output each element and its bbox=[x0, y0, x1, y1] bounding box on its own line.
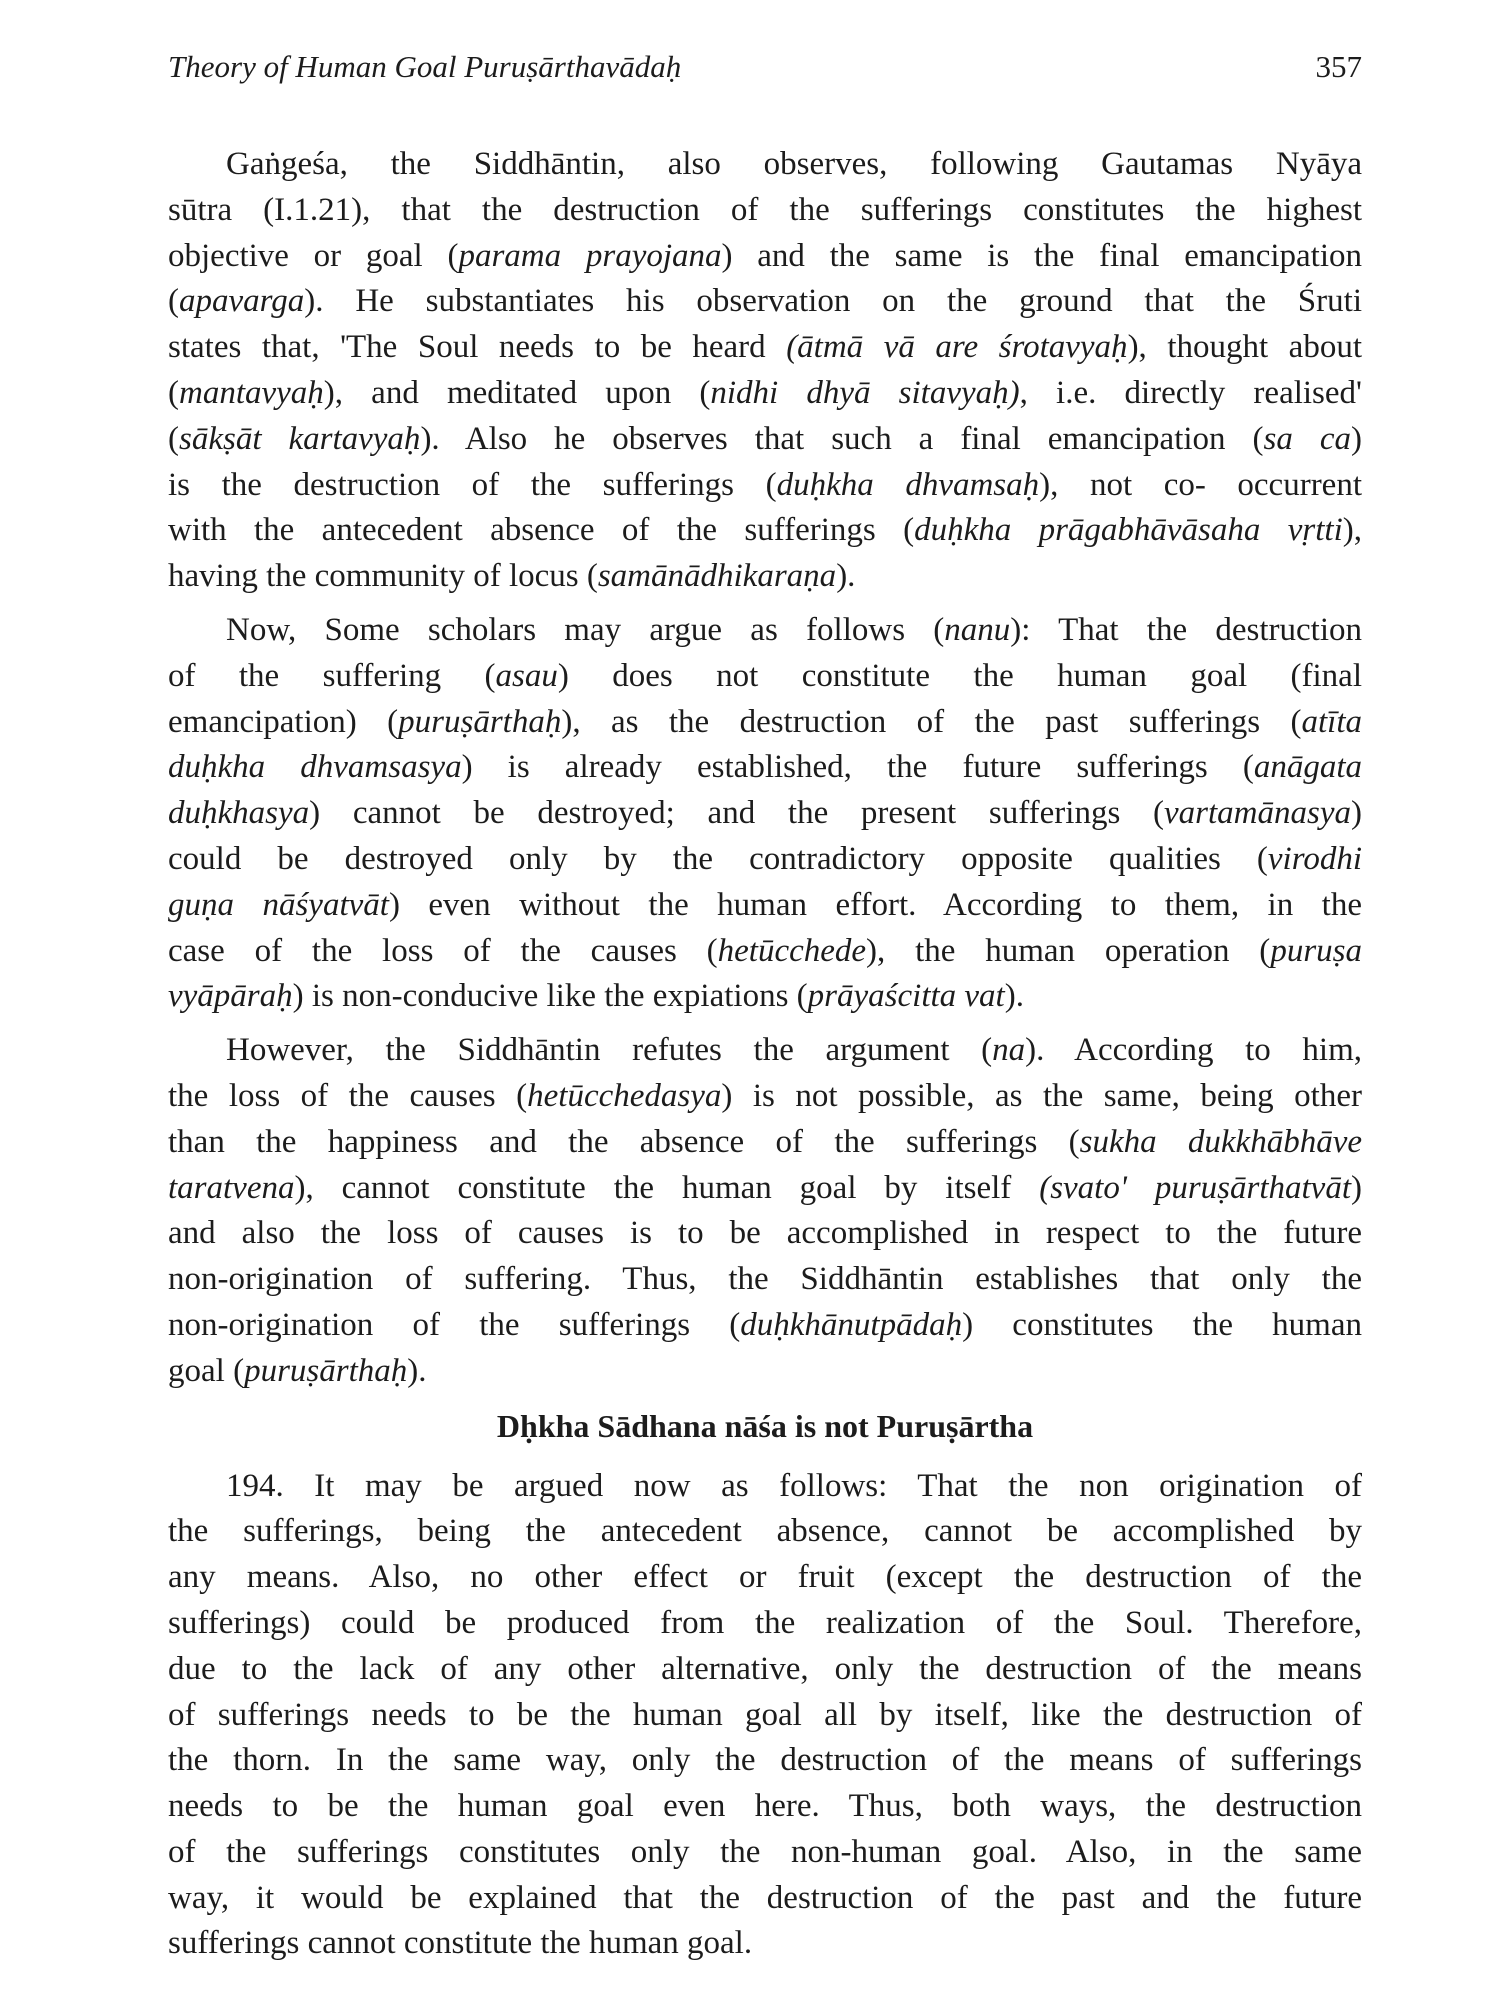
text-line: sufferings) could be produced from the realization of the Soul. Therefore, bbox=[168, 1604, 1362, 1641]
text-line: emancipation) (puruṣārthaḥ), as the destruction of the past sufferings (atīta bbox=[168, 703, 1362, 740]
sanskrit-term: parama prayojana bbox=[458, 237, 722, 274]
sanskrit-term: duḥkhasya bbox=[168, 795, 310, 832]
body-text bbox=[168, 142, 1362, 1967]
paragraph bbox=[168, 608, 1362, 1020]
text-line: 194. It may be argued now as follows: That the non origination of bbox=[226, 1467, 1362, 1504]
paragraph bbox=[168, 1028, 1362, 1394]
text-line: of the suffering (asau) does not constitute the human goal (final bbox=[168, 657, 1362, 694]
paragraph bbox=[168, 142, 1362, 600]
text-line: having the community of locus (samānādhikaraṇa). bbox=[168, 558, 856, 595]
sanskrit-term: nanu bbox=[944, 611, 1011, 648]
text-line: the thorn. In the same way, only the destruction of the means of sufferings bbox=[168, 1742, 1362, 1779]
text-line: (apavarga). He substantiates his observation on the ground that the Śruti bbox=[168, 283, 1362, 320]
sanskrit-term: asau bbox=[495, 657, 558, 694]
text-line: Now, Some scholars may argue as follows (nanu): That the destruction bbox=[226, 611, 1362, 648]
paragraph bbox=[168, 1464, 1362, 1968]
sanskrit-term: duḥkha dhvamsaḥ bbox=[776, 466, 1040, 503]
text-line: due to the lack of any other alternative, only the destruction of the means bbox=[168, 1650, 1362, 1687]
sanskrit-term: (ātmā vā are śrotavyaḥ bbox=[786, 329, 1128, 366]
text-line: needs to be the human goal even here. Thus, both ways, the destruction bbox=[168, 1788, 1362, 1825]
text-line: However, the Siddhāntin refutes the argument (na). According to him, bbox=[226, 1032, 1362, 1069]
sanskrit-term: (svato' puruṣārthatvāt bbox=[1039, 1169, 1351, 1206]
sanskrit-term: hetūcchede bbox=[717, 932, 867, 969]
sanskrit-term: vyāpāraḥ bbox=[168, 978, 293, 1015]
text-line: Gaṅgeśa, the Siddhāntin, also observes, following Gautamas Nyāya bbox=[226, 146, 1362, 182]
text-line: (mantavyaḥ), and meditated upon (nidhi dhyā sitavyaḥ), i.e. directly realised' bbox=[168, 374, 1362, 411]
book-page bbox=[168, 44, 1362, 1975]
text-line: duḥkha dhvamsasya) is already established, the future sufferings (anāgata bbox=[168, 749, 1362, 786]
sanskrit-term: sākṣāt kartavyaḥ bbox=[179, 420, 421, 457]
text-line: case of the loss of the causes (hetūcchede), the human operation (puruṣa bbox=[168, 932, 1362, 969]
sanskrit-term: puruṣārthaḥ bbox=[244, 1352, 408, 1389]
sanskrit-term: taratvena bbox=[168, 1169, 295, 1206]
sanskrit-term: atīta bbox=[1301, 703, 1362, 740]
text-line: sūtra (I.1.21), that the destruction of the sufferings constitutes the highest bbox=[168, 191, 1362, 228]
sanskrit-term: virodhi bbox=[1267, 840, 1362, 877]
text-line: of the sufferings constitutes only the non-human goal. Also, in the same bbox=[168, 1833, 1362, 1870]
text-line: the loss of the causes (hetūcchedasya) is not possible, as the same, being other bbox=[168, 1077, 1362, 1114]
sanskrit-term: vartamānasya bbox=[1164, 795, 1351, 832]
text-line: and also the loss of causes is to be accomplished in respect to the future bbox=[168, 1215, 1362, 1252]
sanskrit-term: apavarga bbox=[179, 283, 305, 320]
text-line: the sufferings, being the antecedent absence, cannot be accomplished by bbox=[168, 1513, 1362, 1550]
section-heading: Dḥkha Sādhana nāśa is not Puruṣārtha bbox=[496, 1407, 1034, 1444]
sanskrit-term: guṇa nāśyatvāt bbox=[168, 886, 389, 923]
text-line: non-origination of the sufferings (duḥkhānutpādaḥ) constitutes the human bbox=[168, 1306, 1362, 1343]
sanskrit-term: sa ca bbox=[1263, 420, 1351, 457]
text-line: objective or goal (parama prayojana) and the same is the final emancipation bbox=[168, 237, 1362, 274]
text-line: than the happiness and the absence of the sufferings (sukha dukkhābhāve bbox=[168, 1123, 1362, 1160]
text-line: sufferings cannot constitute the human goal. bbox=[168, 1925, 753, 1962]
page-header bbox=[168, 44, 1362, 90]
text-line: is the destruction of the sufferings (duḥkha dhvamsaḥ), not co- occurrent bbox=[168, 466, 1363, 503]
text-line: vyāpāraḥ) is non-conducive like the expiations (prāyaścitta vat). bbox=[168, 978, 1024, 1015]
sanskrit-term: duḥkhānutpādaḥ bbox=[740, 1306, 963, 1343]
text-line: with the antecedent absence of the sufferings (duḥkha prāgabhāvāsaha vṛtti), bbox=[168, 512, 1362, 549]
text-line: could be destroyed only by the contradictory opposite qualities (virodhi bbox=[168, 840, 1362, 877]
sanskrit-term: prāyaścitta vat bbox=[807, 978, 1005, 1015]
sanskrit-term: duḥkha dhvamsasya bbox=[168, 749, 462, 786]
text-line: non-origination of suffering. Thus, the Siddhāntin establishes that only the bbox=[168, 1261, 1362, 1298]
sanskrit-term: samānādhikaraṇa bbox=[597, 558, 837, 595]
text-line: (sākṣāt kartavyaḥ). Also he observes that such a final emancipation (sa ca) bbox=[168, 420, 1362, 457]
text-line: any means. Also, no other effect or fruit (except the destruction of the bbox=[168, 1559, 1362, 1596]
sanskrit-term: puruṣārthaḥ bbox=[398, 703, 562, 740]
text-line: duḥkhasya) cannot be destroyed; and the present sufferings (vartamānasya) bbox=[168, 795, 1362, 832]
sanskrit-term: sukha dukkhābhāve bbox=[1079, 1123, 1362, 1160]
sanskrit-term: duḥkha prāgabhāvāsaha vṛtti bbox=[914, 512, 1343, 549]
sanskrit-term: nidhi dhyā sitavyaḥ) bbox=[710, 374, 1020, 411]
text-line: taratvena), cannot constitute the human goal by itself (svato' puruṣārthatvāt) bbox=[168, 1169, 1362, 1206]
text-line: of sufferings needs to be the human goal all by itself, like the destruction of bbox=[168, 1696, 1362, 1733]
text-line: way, it would be explained that the destruction of the past and the future bbox=[168, 1879, 1362, 1916]
sanskrit-term: na bbox=[992, 1032, 1026, 1069]
sanskrit-term: hetūcchedasya bbox=[527, 1077, 722, 1114]
sanskrit-term: anāgata bbox=[1253, 749, 1362, 786]
sanskrit-term: mantavyaḥ bbox=[179, 374, 324, 411]
text-line: goal (puruṣārthaḥ). bbox=[168, 1352, 427, 1389]
sanskrit-term: puruṣa bbox=[1270, 932, 1362, 969]
text-line: guṇa nāśyatvāt) even without the human effort. According to them, in the bbox=[168, 886, 1362, 923]
text-line: states that, 'The Soul needs to be heard (ātmā vā are śrotavyaḥ), thought about bbox=[168, 329, 1362, 366]
page-number: 357 bbox=[1315, 49, 1362, 84]
running-title: Theory of Human Goal Puruṣārthavādaḥ bbox=[168, 49, 682, 84]
